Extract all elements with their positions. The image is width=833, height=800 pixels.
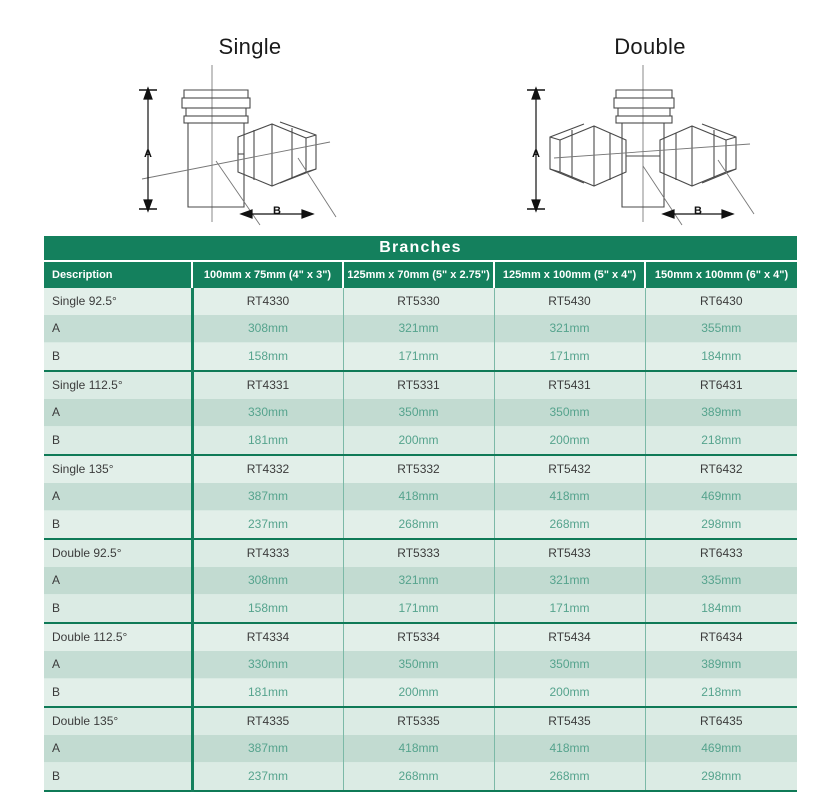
value-cell: RT5332 [343,455,494,483]
double-dimension-b-label: B [694,204,702,217]
value-cell: 298mm [645,511,797,540]
value-cell: 218mm [645,427,797,456]
value-cell: 268mm [343,511,494,540]
value-cell: 237mm [192,511,343,540]
value-cell: RT5433 [494,539,645,567]
value-cell: 171mm [494,595,645,624]
value-cell: 308mm [192,567,343,595]
single-dimension-a-label: A [144,147,152,160]
value-cell: RT4332 [192,455,343,483]
table-row [44,735,797,763]
value-cell: RT5333 [343,539,494,567]
value-cell: 268mm [343,763,494,792]
value-cell: 389mm [645,399,797,427]
value-cell: 350mm [494,399,645,427]
value-cell: RT6434 [645,623,797,651]
value-cell: RT6435 [645,707,797,735]
value-cell: 181mm [192,427,343,456]
value-cell: 218mm [645,679,797,708]
column-header-size-3: 125mm x 100mm (5" x 4") [494,261,645,288]
table-row [44,679,797,708]
diagram-single-figure [120,62,380,227]
table-head [44,236,797,288]
value-cell: 321mm [494,567,645,595]
row-label-cell: A [44,399,192,427]
column-header-size-1: 100mm x 75mm (4" x 3") [192,261,343,288]
row-label-cell: Single 92.5° [44,288,192,315]
value-cell: RT4333 [192,539,343,567]
diagram-double-figure [510,62,790,227]
diagram-single-title: Single [218,34,282,59]
value-cell: RT5432 [494,455,645,483]
row-label-cell: A [44,315,192,343]
table-row [44,483,797,511]
table-row [44,399,797,427]
row-label-cell: A [44,483,192,511]
row-label-cell: Single 135° [44,455,192,483]
value-cell: RT5431 [494,371,645,399]
value-cell: 181mm [192,679,343,708]
row-label-cell: B [44,511,192,540]
value-cell: 171mm [343,595,494,624]
value-cell: 335mm [645,567,797,595]
value-cell: 298mm [645,763,797,792]
value-cell: 200mm [494,679,645,708]
value-cell: RT5434 [494,623,645,651]
value-cell: 469mm [645,483,797,511]
value-cell: 171mm [343,343,494,372]
column-header-size-2: 125mm x 70mm (5" x 2.75") [343,261,494,288]
value-cell: RT6431 [645,371,797,399]
column-header-description: Description [44,261,192,288]
value-cell: 330mm [192,651,343,679]
value-cell: RT5335 [343,707,494,735]
table-row [44,511,797,540]
value-cell: 321mm [343,567,494,595]
row-label-cell: A [44,567,192,595]
table-row [44,623,797,651]
table-row [44,595,797,624]
diagram-single [120,0,380,227]
table-row [44,315,797,343]
table-row [44,288,797,315]
column-header-size-4: 150mm x 100mm (6" x 4") [645,261,797,288]
row-label-cell: Single 112.5° [44,371,192,399]
value-cell: 200mm [343,427,494,456]
value-cell: 171mm [494,343,645,372]
row-label-cell: Double 92.5° [44,539,192,567]
value-cell: RT4330 [192,288,343,315]
value-cell: 350mm [343,651,494,679]
table-row [44,427,797,456]
diagram-double-title: Double [614,34,686,59]
row-label-cell: B [44,679,192,708]
table-row [44,651,797,679]
value-cell: 321mm [494,315,645,343]
value-cell: 418mm [494,735,645,763]
value-cell: 268mm [494,763,645,792]
value-cell: 350mm [343,399,494,427]
value-cell: RT5430 [494,288,645,315]
value-cell: RT5331 [343,371,494,399]
value-cell: 268mm [494,511,645,540]
value-cell: 237mm [192,763,343,792]
value-cell: RT5334 [343,623,494,651]
value-cell: RT4331 [192,371,343,399]
value-cell: RT5330 [343,288,494,315]
table-row [44,707,797,735]
table-column-header-row [44,261,797,288]
row-label-cell: A [44,651,192,679]
value-cell: 350mm [494,651,645,679]
value-cell: RT6433 [645,539,797,567]
single-branch-drawing [120,62,380,227]
value-cell: RT5435 [494,707,645,735]
value-cell: 418mm [494,483,645,511]
value-cell: 418mm [343,735,494,763]
table-row [44,455,797,483]
value-cell: 184mm [645,595,797,624]
double-dimension-a-label: A [532,147,540,160]
table-row [44,763,797,792]
table-row [44,371,797,399]
value-cell: 158mm [192,595,343,624]
table-row [44,567,797,595]
value-cell: 308mm [192,315,343,343]
row-label-cell: Double 135° [44,707,192,735]
value-cell: 330mm [192,399,343,427]
value-cell: 418mm [343,483,494,511]
value-cell: 389mm [645,651,797,679]
value-cell: 158mm [192,343,343,372]
table-row [44,539,797,567]
value-cell: 355mm [645,315,797,343]
table-title-row [44,236,797,261]
row-label-cell: B [44,343,192,372]
row-label-cell: B [44,595,192,624]
row-label-cell: Double 112.5° [44,623,192,651]
value-cell: 387mm [192,483,343,511]
value-cell: RT4335 [192,707,343,735]
single-dimension-b-label: B [273,204,281,217]
value-cell: 469mm [645,735,797,763]
value-cell: RT6432 [645,455,797,483]
value-cell: 387mm [192,735,343,763]
branches-table [44,236,797,792]
value-cell: RT4334 [192,623,343,651]
diagram-panel [0,0,833,232]
value-cell: 200mm [494,427,645,456]
row-label-cell: A [44,735,192,763]
diagram-double [510,0,790,227]
value-cell: 184mm [645,343,797,372]
table-body [44,288,797,791]
row-label-cell: B [44,427,192,456]
value-cell: RT6430 [645,288,797,315]
double-branch-drawing [510,62,790,227]
value-cell: 321mm [343,315,494,343]
branches-table-container [44,236,797,792]
table-title: Branches [44,236,797,261]
table-row [44,343,797,372]
row-label-cell: B [44,763,192,792]
value-cell: 200mm [343,679,494,708]
